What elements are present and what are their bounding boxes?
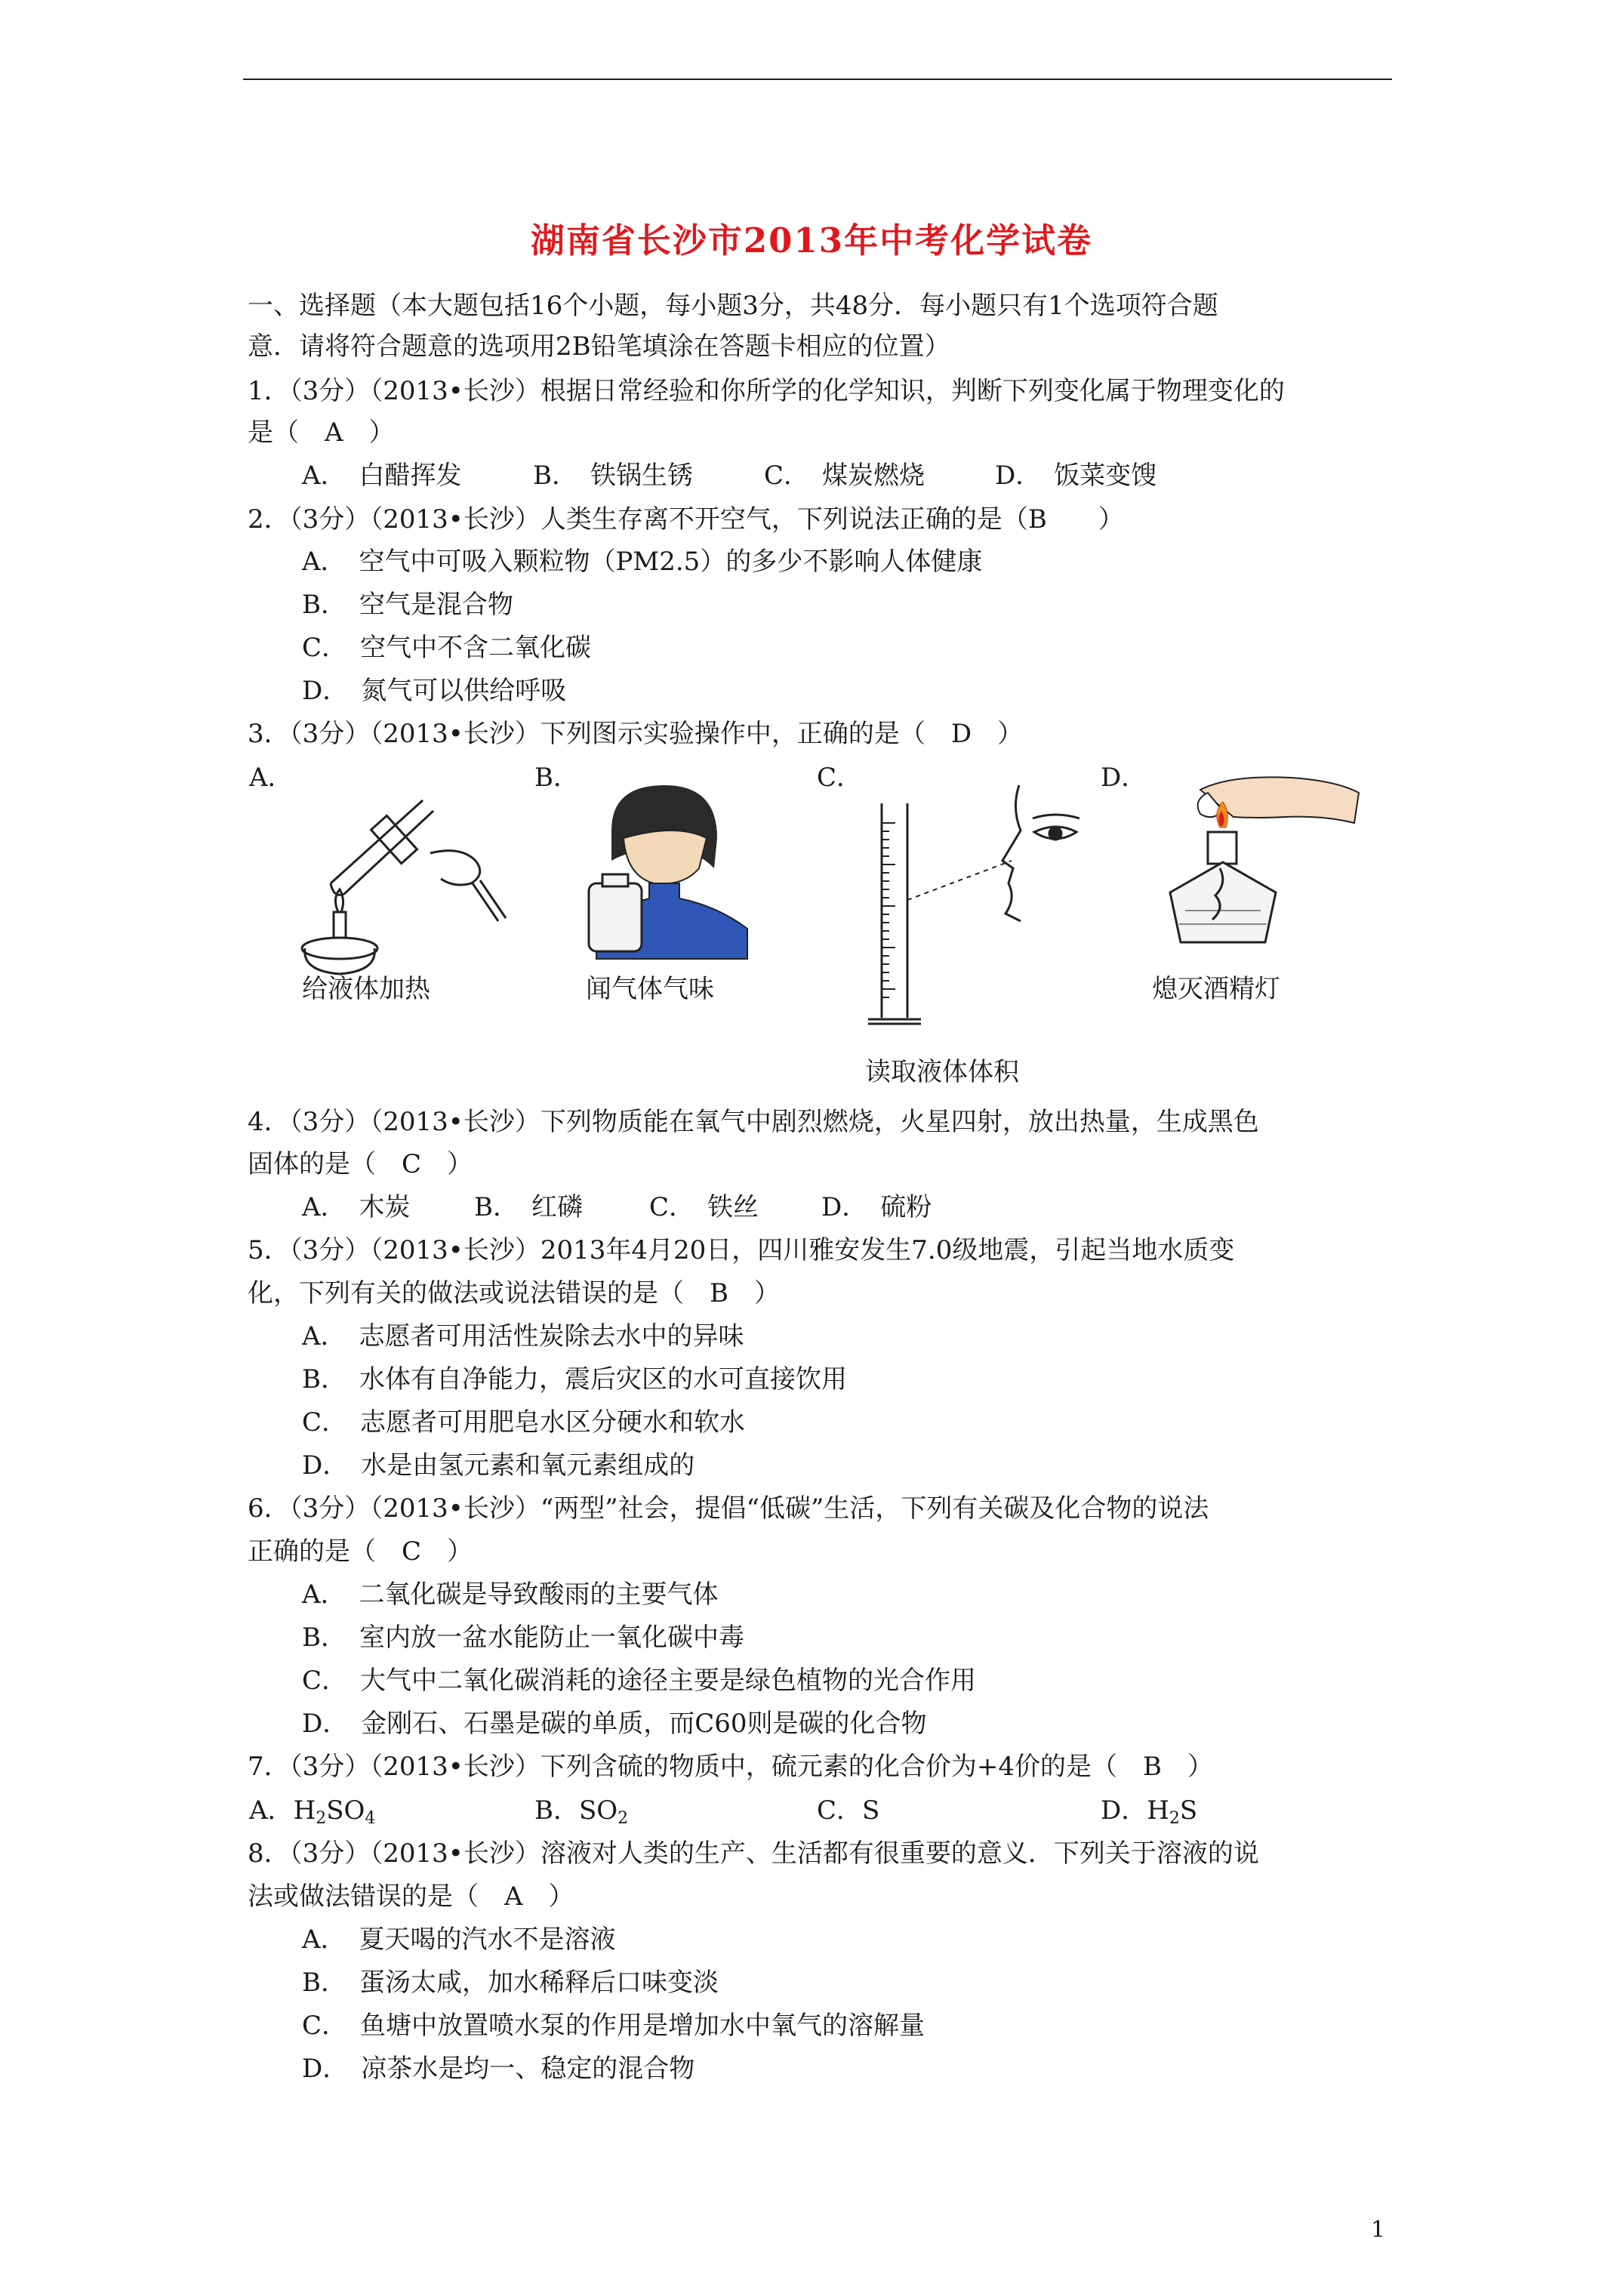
- q7-option-d-formula-part2: S: [1179, 1795, 1198, 1826]
- q1-stem-line1: 1．（3分）（2013•长沙）根据日常经验和你所学的化学知识，判断下列变化属于物理变化的: [248, 376, 1285, 406]
- q5-option-a: A． 志愿者可用活性炭除去水中的异味: [302, 1321, 744, 1351]
- q7-option-a-subscript2: 4: [365, 1809, 376, 1828]
- section-intro-line2: 意．请将符合题意的选项用2B铅笔填涂在答题卡相应的位置）: [248, 331, 950, 362]
- figure-reading-cylinder: [861, 778, 1117, 1034]
- q7-option-a-formula-part2: SO: [326, 1795, 365, 1826]
- q7-option-b-subscript1: 2: [617, 1809, 629, 1828]
- q6-stem-line2: 正确的是（ C ）: [248, 1536, 473, 1567]
- page-number: 1: [1371, 2217, 1386, 2243]
- q7-option-a: [249, 1794, 375, 1827]
- q3-stem-line1: 3．（3分）（2013•长沙）下列图示实验操作中，正确的是（ D ）: [248, 719, 1024, 749]
- q7-option-b-prefix: B．: [534, 1795, 579, 1826]
- q2-option-d: D． 氮气可以供给呼吸: [302, 676, 567, 706]
- q8-option-a: A． 夏天喝的汽水不是溶液: [302, 1925, 616, 1955]
- q7-option-d-subscript1: 2: [1169, 1809, 1180, 1828]
- q1-stem-line2: 是（ A ）: [248, 418, 395, 448]
- q1-option-c: C． 煤炭燃烧: [764, 461, 925, 491]
- q7-option-d-formula-part1: H: [1147, 1795, 1169, 1826]
- q8-option-b: B． 蛋汤太咸，加水稀释后口味变淡: [302, 1968, 719, 1998]
- q5-option-d: D． 水是由氢元素和氧元素组成的: [302, 1450, 695, 1481]
- q3-label-d: D．: [1101, 763, 1147, 793]
- q2-option-c: C． 空气中不含二氧化碳: [302, 633, 592, 663]
- q3-caption-c: 读取液体体积: [865, 1057, 1019, 1087]
- q8-stem-line1: 8．（3分）（2013•长沙）溶液对人类的生产、生活都有很重要的意义．下列关于溶液的说: [248, 1838, 1259, 1869]
- q4-stem-line2: 固体的是（ C ）: [248, 1149, 473, 1179]
- q2-option-b: B． 空气是混合物: [302, 590, 513, 620]
- q3-label-c: C．: [817, 763, 863, 793]
- section-intro-line1: 一、选择题（本大题包括16个小题，每小题3分，共48分．每小题只有1个选项符合题: [248, 291, 1218, 321]
- q4-option-d: D． 硫粉: [821, 1192, 932, 1222]
- q2-stem-line1: 2．（3分）（2013•长沙）人类生存离不开空气，下列说法正确的是（B ）: [248, 504, 1124, 535]
- q4-option-b: B． 红磷: [474, 1192, 583, 1222]
- figure-heating-liquid: [294, 770, 521, 989]
- q3-label-b: B．: [534, 763, 579, 793]
- q7-option-b-formula-part1: SO: [579, 1795, 618, 1826]
- header-rule: [243, 79, 1392, 80]
- figure-extinguish-lamp: [1147, 763, 1374, 966]
- q1-option-d: D． 饭菜变馊: [995, 461, 1157, 491]
- q4-option-c: C． 铁丝: [649, 1192, 759, 1222]
- q2-option-a: A． 空气中可吸入颗粒物（PM2.5）的多少不影响人体健康: [302, 547, 983, 577]
- q1-option-b: B． 铁锅生锈: [533, 461, 693, 491]
- q3-caption-d: 熄灭酒精灯: [1152, 974, 1280, 1004]
- q7-option-b: [534, 1794, 628, 1827]
- q5-stem-line1: 5．（3分）（2013•长沙）2013年4月20日，四川雅安发生7.0级地震，引起当地水质变: [248, 1235, 1235, 1265]
- q3-label-a: A．: [249, 763, 294, 793]
- q6-stem-line1: 6．（3分）（2013•长沙）“两型”社会，提倡“低碳”生活，下列有关碳及化合物的说法: [248, 1493, 1209, 1524]
- figure-smelling-gas: [581, 778, 755, 959]
- page-title: 湖南省长沙市2013年中考化学试卷: [530, 220, 1093, 260]
- q5-option-c: C． 志愿者可用肥皂水区分硬水和软水: [302, 1407, 746, 1438]
- q8-option-d: D． 凉茶水是均一、稳定的混合物: [302, 2054, 695, 2084]
- q6-option-c: C． 大气中二氧化碳消耗的途径主要是绿色植物的光合作用: [302, 1666, 977, 1696]
- q4-stem-line1: 4．（3分）（2013•长沙）下列物质能在氧气中剧烈燃烧，火星四射，放出热量，生成黑色: [248, 1107, 1259, 1137]
- q7-option-a-prefix: A．: [249, 1795, 294, 1826]
- q8-stem-line2: 法或做法错误的是（ A ）: [248, 1881, 574, 1912]
- q7-option-d-prefix: D．: [1101, 1795, 1147, 1826]
- q7-option-d: [1101, 1794, 1197, 1827]
- q4-option-a: A． 木炭: [302, 1192, 411, 1222]
- q1-option-a: A． 白醋挥发: [302, 461, 462, 491]
- q3-caption-a: 给液体加热: [302, 974, 430, 1004]
- q6-option-d: D． 金刚石、石墨是碳的单质，而C60则是碳的化合物: [302, 1709, 927, 1739]
- q7-stem-line1: 7．（3分）（2013•长沙）下列含硫的物质中，硫元素的化合价为+4价的是（ B ）: [248, 1752, 1213, 1782]
- q7-option-a-formula-part1: H: [293, 1795, 316, 1826]
- q5-stem-line2: 化，下列有关的做法或说法错误的是（ B ）: [248, 1278, 780, 1308]
- q3-caption-b: 闻气体气味: [586, 974, 714, 1004]
- q6-option-b: B． 室内放一盆水能防止一氧化碳中毒: [302, 1623, 744, 1653]
- q7-option-c: C．S: [817, 1795, 880, 1826]
- q5-option-b: B． 水体有自净能力，震后灾区的水可直接饮用: [302, 1364, 847, 1395]
- q6-option-a: A． 二氧化碳是导致酸雨的主要气体: [302, 1579, 719, 1610]
- q7-option-a-subscript1: 2: [316, 1809, 327, 1828]
- q8-option-c: C． 鱼塘中放置喷水泵的作用是增加水中氧气的溶解量: [302, 2011, 925, 2041]
